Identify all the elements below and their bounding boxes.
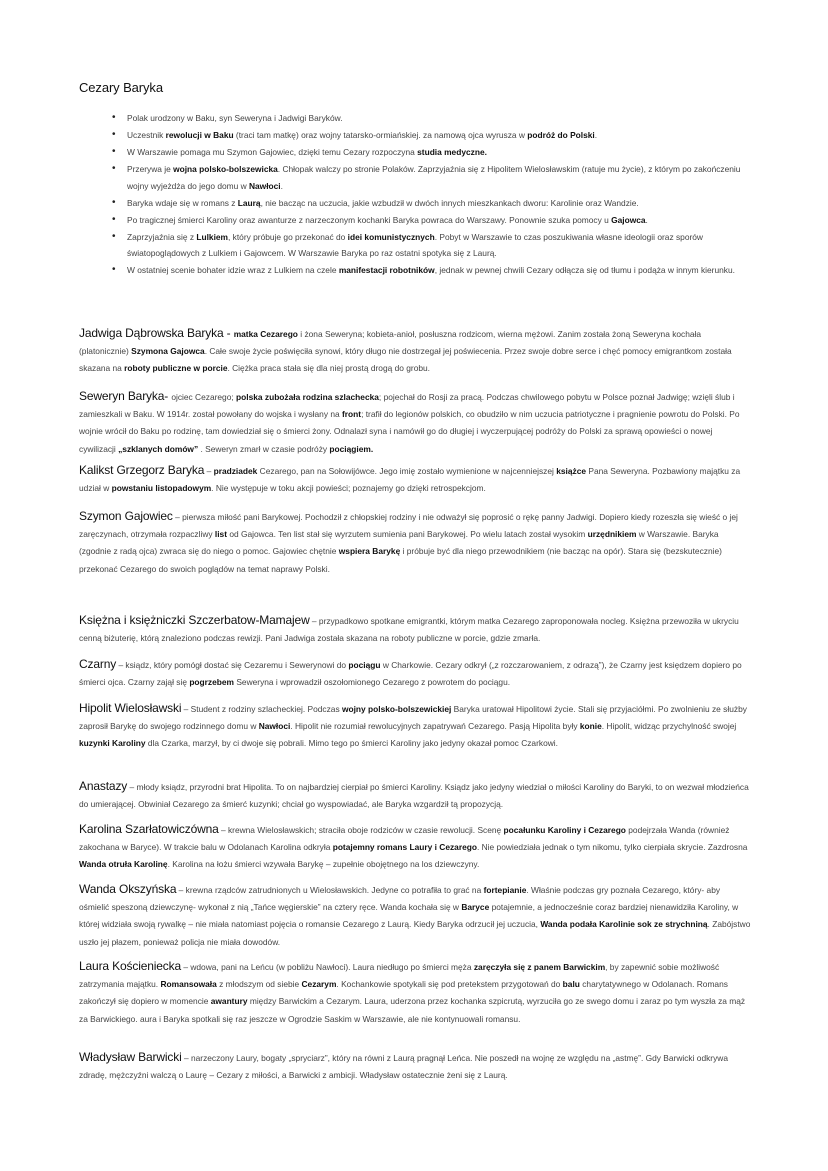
bold-text: idei komunistycznych	[347, 231, 435, 242]
page-title: Cezary Baryka	[79, 80, 163, 95]
bullet-item	[79, 195, 747, 212]
character-name: Hipolit Wielosławski	[79, 701, 182, 715]
bullet-icon: •	[112, 112, 116, 123]
bold-text: studia medyczne.	[417, 146, 487, 157]
body-text: między Barwickim a Cezarym. Laura, uderzona przez kochanka szpicrutą, wyrzuciła go ze swego domu i zaraz po tym wyszła za mąż za Barwickiego. aura i Baryka spotkali się raz jeszcze w Ogrodzie Saskim w Warszawie, ale nie kontynuowali romansu.	[79, 996, 746, 1024]
bullet-item	[79, 229, 747, 262]
body-text: Po tragicznej śmierci Karoliny oraz awanturze z narzeczonym kochanki Baryka powraca do Warszawy. Ponownie szuka pomocy u	[127, 214, 612, 225]
body-text: – pierwsza miłość pani Barykowej. Pochodził z chłopskiej rodziny i nie odważył się poprosić o rękę panny Jadwigi. Dopiero kiedy rozeszła się wieść o jej zaręczynach, otrzymała rozpaczliwy	[79, 512, 738, 540]
bold-text: Baryce	[461, 902, 490, 913]
character-name: Księżna i księżniczki Szczerbatow-Mamajew	[79, 613, 310, 627]
character-paragraph	[79, 462, 751, 497]
body-text: Przerywa je	[127, 163, 174, 174]
bold-text: Laurą	[237, 197, 261, 208]
bold-text: pociągiem.	[329, 443, 374, 454]
bold-text: urzędnikiem	[587, 529, 637, 540]
body-text: .	[594, 129, 598, 140]
body-text: . Karolina na łożu śmierci wzywała Barykę – zupełnie obojętnego na los dziewczyny.	[167, 859, 480, 870]
body-text: potajemnie, a jednocześnie coraz bardziej nienawidziła Karoliny, w której widziała swoją rywalkę – nie miała natomiast pojęcia o romansie Cezarego z Laurą. Kiedy Baryka odrzucił jej uczucia,	[79, 902, 739, 930]
body-text: – młody ksiądz, przyrodni brat Hipolita. To on najbardziej cierpiał po śmierci Karoliny. Ksiądz jako jedyny wiedział o miłości Karoliny do Baryki, to on wezwał młodzieńca do umierającej. Obwiniał Cezarego za śmierć kuzynki; chciał go wyspowiadać, ale Baryka wzgardził tą propozycją.	[79, 782, 749, 810]
body-text: .	[280, 180, 283, 191]
body-text: , nie bacząc na uczucia, jakie wzbudził w dwóch innych mieszkankach dworu: Karolinie oraz Wandzie.	[260, 197, 639, 208]
bold-text: wspiera Barykę	[338, 546, 401, 557]
body-text: Polak urodzony w Baku, syn Seweryna i Jadwigi Baryków.	[127, 113, 343, 123]
bold-text: zaręczyła się z panem Barwickim	[473, 962, 606, 972]
body-text: ojciec Cezarego;	[171, 392, 237, 402]
bold-text: pociągu	[348, 660, 381, 670]
body-text: i próbuje być dla niego przewodnikiem (nie bacząc na opór). Stara się (bezskutecznie) przekonać Cezarego do swoich poglądów na temat naprawy Polski.	[79, 546, 722, 574]
body-text: od Gajowca. Ten list stał się wyrzutem sumienia pani Barykowej. Po wielu latach został wysokim	[227, 529, 588, 540]
bullet-icon: •	[112, 264, 116, 276]
body-text: . Ciężka praca stała się dla niej prostą drogą do grobu.	[227, 363, 430, 374]
body-text: charytatywnego w Odolanach. Romans zakończył się dopiero w momencie	[79, 979, 728, 1007]
body-text: . Nie występuje w toku akcji powieści; poznajemy go dzięki retrospekcjom.	[211, 483, 486, 494]
bold-text: pradziadek	[213, 466, 258, 476]
bullet-item	[79, 127, 747, 144]
bold-text: kuzynki Karoliny	[79, 738, 146, 749]
character-name: Seweryn Baryka-	[79, 389, 172, 403]
character-paragraph	[79, 325, 751, 378]
body-text: Seweryna i wprowadził oszołomionego Cezarego z powrotem do pociągu.	[234, 677, 511, 688]
body-text: – wdowa, pani na Leńcu (w pobliżu Nawłoci). Laura niedługo po śmierci męża	[181, 962, 474, 972]
body-text: ; pojechał do Rosji za pracą. Podczas chwilowego pobytu w Polsce poznał Jadwigę; wzięli ślub i zamieszkali w Baku. W 1914r. został powołany do wojska i wysłany na	[79, 392, 735, 420]
bold-text: Cezarym	[301, 979, 337, 990]
bold-text: polska zubożała rodzina szlachecka	[236, 392, 379, 402]
bold-text: Wanda otruła Karolinę	[79, 859, 168, 870]
body-text: w Warszawie. Baryka (zgodnie z radą ojca) zwraca się do niego o pomoc. Gajowiec chętnie	[79, 529, 719, 557]
body-text: – krewna Wielosławskich; straciła oboje rodziców w czasie rewolucji. Scenę	[218, 825, 504, 835]
body-text: w Charkowie. Cezary odkrył („z rozczarowaniem, z odrazą”), że Czarny jest księdzem dopiero po śmierci ojca. Czarny zajął się	[79, 660, 742, 688]
character-name: Szymon Gajowiec	[79, 509, 173, 523]
character-paragraph	[79, 821, 751, 874]
summary-bullet-list	[79, 110, 747, 279]
bold-text: wojny polsko-bolszewickiej	[341, 704, 452, 714]
body-text: Zaprzyjaźnia się z	[127, 231, 197, 242]
body-text: . Seweryn zmarł w czasie podróży	[198, 443, 330, 454]
character-name: Anastazy	[79, 779, 128, 793]
bold-text: manifestacji robotników	[338, 265, 435, 276]
bullet-icon: •	[112, 145, 116, 157]
character-paragraph	[79, 700, 751, 753]
bold-text: pogrzebem	[189, 677, 234, 688]
body-text: . Właśnie podczas gry poznała Cezarego, który- aby ośmielić speszoną dziewczynę- wykonał z nią „Tańce węgierskie” na cztery ręce. Wanda kochała się w	[79, 885, 721, 913]
bold-text: Nawłoci	[248, 180, 281, 191]
body-text: . Hipolit nie rozumiał rewolucyjnych zapatrywań Cezarego. Pasją Hipolita były	[290, 721, 580, 732]
body-text: podejrzała Wanda (również zakochana w Baryce). W trakcie balu w Odolanach Karolina odkryła	[79, 825, 730, 853]
character-name: Laura Kościeniecka	[79, 959, 182, 973]
body-text: ; trafił do legionów polskich, co obudziło w nim uczucia patriotyczne i pragnienie powrotu do Polski. Po wojnie wrócił do Baku po rodzinę, tam dowiedział się o śmierci żony. Odnalazł syna i namówił go do długiej i wyczerpującej podróży do Polski za sprawą opowieści o nowej cywilizacji	[79, 409, 740, 454]
body-text: . Chłopak walczy po stronie Polaków. Zaprzyjaźnia się z Hipolitem Wielosławskim (ratuje mu życie), z którym po zakończeniu wojny wyjeżdża do jego domu w	[127, 163, 741, 191]
body-text: – ksiądz, który pomógł dostać się Cezaremu i Sewerynowi do	[116, 660, 349, 670]
body-text: . Kochankowie spotykali się pod pretekstem przygotowań do	[336, 979, 563, 990]
bullet-item	[79, 262, 747, 279]
bullet-item	[79, 144, 747, 161]
bold-text: potajemny romans Laury i Cezarego	[332, 842, 477, 853]
bold-text: fortepianie	[483, 885, 527, 895]
bold-text: rewolucji w Baku	[165, 129, 234, 140]
character-name: Wanda Okszyńska	[79, 882, 177, 896]
bold-text: awantury	[210, 996, 248, 1007]
body-text: Pana Seweryna. Pozbawiony majątku za udział w	[79, 466, 741, 494]
character-paragraph	[79, 881, 751, 951]
bold-text: pocałunku Karoliny i Cezarego	[503, 825, 626, 835]
bold-text: podróż do Polski	[527, 129, 595, 140]
bullet-icon: •	[112, 213, 116, 225]
bold-text: książce	[556, 466, 587, 476]
character-name: Jadwiga Dąbrowska Baryka -	[79, 326, 234, 340]
character-name: Czarny	[79, 657, 117, 671]
bold-text: Lulkiem	[196, 231, 229, 242]
body-text: . Hipolit, widząc przychylność swojej	[601, 721, 737, 732]
character-name: Kalikst Grzegorz Baryka	[79, 463, 205, 477]
body-text: (traci tam matkę) oraz wojny tatarsko-ormiańskiej. za namową ojca wyrusza w	[233, 129, 528, 140]
bullet-icon: •	[112, 128, 116, 140]
bold-text: matka Cezarego	[233, 329, 298, 339]
body-text: W Warszawie pomaga mu Szymon Gajowiec, dzięki temu Cezary rozpoczyna	[127, 146, 418, 157]
body-text: –	[204, 466, 214, 476]
body-text: . Nie powiedziała jednak o tym nikomu, tylko cierpiała skrycie. Zazdrosna	[476, 842, 748, 853]
bold-text: powstaniu listopadowym	[111, 483, 212, 494]
bullet-icon: •	[112, 162, 116, 174]
body-text: – krewna rządców zatrudnionych u Wielosławskich. Jedyne co potrafiła to grać na	[176, 885, 484, 895]
body-text: – narzeczony Laury, bogaty „spryciarz”, który na równi z Laurą pragnął Leńca. Nie poszedł na wojnę ze względu na „astmę”. Gdy Barwicki odkrywa zdradę, mężczyźni walczą o Laurę – Cezary z miłości, a Barwicki z ambicji. Władysław ostatecznie żeni się z Laurą.	[79, 1053, 728, 1081]
body-text: Uczestnik	[127, 129, 166, 140]
body-text: – Student z rodziny szlacheckiej. Podczas	[181, 704, 342, 714]
body-text: .	[645, 214, 648, 225]
bold-text: Wanda podała Karolinie sok ze strychniną	[540, 919, 708, 930]
body-text: – przypadkowo spotkane emigrantki, którym matka Cezarego zaproponowała nocleg. Księżna przewoziła w ukryciu cenną biżuterię, którą znaleziono podczas rewizji. Pani Jadwiga została skazana na roboty publiczne w porcie, gdzie zmarła.	[79, 616, 739, 644]
character-paragraph	[79, 508, 751, 578]
body-text: W ostatniej scenie bohater idzie wraz z Lulkiem na czele	[127, 265, 339, 276]
bold-text: konie	[579, 721, 602, 732]
body-text: z młodszym od siebie	[216, 979, 302, 990]
bullet-item	[79, 110, 747, 127]
body-text: . Zabójstwo uszło jej płazem, ponieważ policja nie miała dowodów.	[79, 919, 751, 947]
bold-text: front	[342, 409, 362, 420]
bullet-item	[79, 212, 747, 229]
character-paragraph	[79, 612, 751, 647]
bullet-icon: •	[112, 196, 116, 208]
body-text: dla Czarka, marzył, by ci dwoje się pobrali. Mimo tego po śmierci Karoliny jako jedyny okazał pomoc Czarkowi.	[145, 738, 558, 749]
body-text: i żona Seweryna; kobieta-anioł, posłuszna rodzicom, wierna mężowi. Zanim została żoną Seweryna kochała (platonicznie)	[79, 329, 702, 357]
character-paragraph	[79, 1049, 751, 1084]
character-paragraph	[79, 778, 751, 813]
body-text: . Całe swoje życie poświęciła synowi, który długo nie dostrzegał jej poświecenia. Przez swoje dobre serce i chęć pomocy emigrantkom została skazana na	[79, 346, 732, 374]
bold-text: Gajowca	[611, 214, 646, 225]
body-text: , który próbuje go przekonać do	[228, 231, 348, 242]
bold-text: Szymona Gajowca	[131, 346, 205, 357]
bold-text: roboty publiczne w porcie	[124, 363, 228, 374]
bold-text: Romansowała	[160, 979, 217, 990]
bold-text: list	[214, 529, 228, 540]
body-text: , jednak w pewnej chwili Cezary odłącza się od tłumu i podąża w innym kierunku.	[434, 265, 735, 276]
body-text: , by zapewnić sobie możliwość zatrzymania majątku.	[79, 962, 720, 990]
character-paragraph	[79, 388, 751, 458]
bold-text: balu	[562, 979, 580, 990]
bold-text: Nawłoci	[258, 721, 291, 732]
body-text: Baryka uratował Hipolitowi życie. Stali się przyjaciółmi. Po zwolnieniu ze służby zaprosił Barykę do swojego rodzinnego domu w	[79, 704, 747, 732]
body-text: . Pobyt w Warszawie to czas poszukiwania własne ideologii oraz sporów światopoglądowych z Lulkiem i Gajowcem. W Warszawie Baryka po raz ostatni spotyka się z Laurą.	[127, 231, 703, 259]
bold-text: „szklanych domów”	[118, 443, 199, 454]
character-name: Władysław Barwicki	[79, 1050, 182, 1064]
body-text: Cezarego, pan na Sołowijówce. Jego imię zostało wymienione w najcenniejszej	[257, 466, 557, 476]
bullet-icon: •	[112, 230, 116, 242]
bullet-item	[79, 161, 747, 194]
character-paragraph	[79, 958, 751, 1028]
character-name: Karolina Szarłatowiczówna	[79, 822, 219, 836]
character-paragraph	[79, 656, 751, 691]
bold-text: wojna polsko-bolszewicka	[173, 163, 278, 174]
body-text: Baryka wdaje się w romans z	[127, 197, 238, 208]
